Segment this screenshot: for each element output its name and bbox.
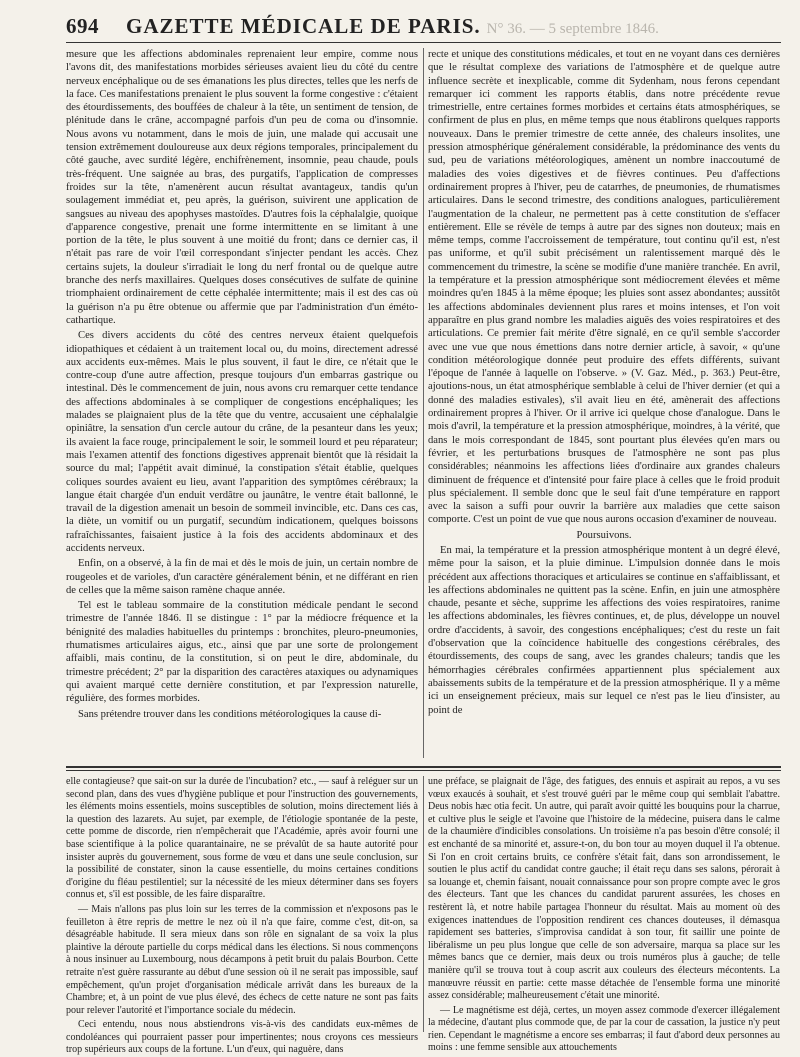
article-column-left xyxy=(66,48,418,763)
journal-title: GAZETTE MÉDICALE DE PARIS. xyxy=(126,14,481,38)
column-divider xyxy=(423,48,424,758)
article-column-right xyxy=(428,48,780,763)
paragraph: Poursuivons. xyxy=(576,529,632,541)
header-rule xyxy=(66,42,781,43)
paragraph: En mai, la température et la pression atmosphérique montent à un degré élevé, même pour la saison, et la pluie diminue. L'impulsion donnée dans le mois précédent aux affections thoraciques et articulaires se continue en s'affaiblissant, et les affections abdominales ne quittent pas la scène. Enfin, en juin une atmosphère chaude, pesante et sèche, supprime les affections des voies respiratoires, ranime les affections abdominales, les fièvres continues, et, de plus, développe un nouvel ordre d'accidents, à savoir, des congestions encéphaliques; c'est du reste un fait d'observation que la coïncidence habituelle des congestions cérébrales, des étourdissements, des coups de sang, avec les grandes chaleurs; tandis que les hémorrhagies cérébrales confirmées appartiennent plus spécialement aux abaissements subits de la température et de la pression atmosphérique. Il y a même ici un enseignement précieux, mais sur lequel ce n'est pas le lieu d'insister, au point de xyxy=(428,544,780,716)
paragraph: Sans prétendre trouver dans les conditions météorologiques la cause di- xyxy=(78,708,382,720)
paragraph: recte et unique des constitutions médicales, et tout en ne voyant dans ces dernières que le résultat complexe des variations de l'atmosphère et de quelque autre influence secrète et inexplicable, comme dit Sydenham, nous ferons cependant remarquer ici comment les rapports établis, dans notre précédente revue trimestrielle, entre certaines formes morbides et certains états atmosphériques, se confirment de plus en plus, en même temps que nous établirons quelques rapports nouveaux. Dans le premier trimestre de cette année, des chaleurs insolites, une pression atmosphérique généralement considérable, la prédominance des vents du sud, peu de variations météorologiques, amènent un nombre inaccoutumé de maladies des voies digestives et de fièvres continues. Peu d'affections ordinairement propres à l'hiver, peu de catarrhes, de pneumonies, de rhumatismes articulaires. Dans le second trimestre, des conditions analogues, particulièrement l'augmentation de la chaleur, ne permettent pas à cette constitution de s'effacer entièrement. Elle se révèle de temps à autre par des signes non douteux; mais en même temps, comme l'accroissement de température, tout continu qu'il est, n'est pas uniforme, et qu'il subit précisément un ralentissement marqué dès le commencement du trimestre, la scène se modifie d'une manière tranchée. En avril, la température et la pression atmosphérique sont médiocrement élevées et même moindres qu'en 1845 à la même époque; les pluies sont assez abondantes; aussitôt les affections abdominales deviennent plus rares et moins intenses, et l'on voit apparaître en plus grand nombre les maladies aiguës des voies respiratoires et des articulations. Ce premier fait mérite d'être signalé, en ce qu'il semble s'accorder avec une vue que nous émettions dans notre dernier article, à savoir, « qu'une condition météorologique donnée peut produire des effets différents, suivant l'époque de l'année à laquelle on l'observe. » (V. Gaz. Méd., p. 363.) Peut-être, ajoutions-nous, un état atmosphérique semblable à celui de l'hiver dernier (et qui a donné des maladies estivales), s'il avait lieu en été, amènerait des affections ordinairement propres à l'hiver. Or il arrive ici quelque chose d'analogue. Dans le mois d'avril, la température et la pression atmosphérique, moindres, à la vérité, que dans le mois correspondant de 1845, sont pourtant plus élevées qu'en mars ou février, et les perturbations brusques de l'atmosphère ne sont pas plus considérables; néanmoins les affections liées d'ordinaire aux grandes chaleurs diminuent de fréquence et d'intensité pour faire place à celles que le froid produit plus spécialement. Il semble donc que le seul fait d'une température en rapport avec la saison a suffi pour ouvrir la barrière aux maladies que cette saison comporte. C'est un point de vue que nous aurons occasion d'examiner de nouveau. xyxy=(428,49,780,526)
running-head: N° 36. — 5 septembre 1846. xyxy=(486,21,659,37)
paragraph: mesure que les affections abdominales reprenaient leur empire, comme nous l'avons dit, des manifestations morbides sérieuses avaient lieu du côté du centre nerveux encéphalique ou de ses émanations les plus directes, telles que les nerfs de la face. Ces manifestations prenaient le plus souvent la forme congestive : c'étaient des étourdissements, des bouffées de chaleur à la tête, un sentiment de tension, de plénitude dans le crâne, accompagné parfois d'un peu de coma ou d'insomnie. Nous avons vu notamment, dans le mois de juin, une malade qui accusait une tension extrêmement douloureuse aux deux régions temporales, principalement du côté gauche, avec surdité légère, enchifrènement, insomnie, peau chaude, pouls très-fréquent. Une saignée au bras, des purgatifs, l'application de compresses froides sur la tête, n'amenèrent aucun résultat avantageux, tandis qu'un soulagement immédiat et, peu après, la guérison, suivirent une application de sangsues au niveau des apophyses mastoïdes. D'autres fois la céphalalgie, quoique d'apparence congestive, prenait une forme intermittente en se limitant à une portion de la tête, le plus souvent à une moitié du front; dans ce dernier cas, il n'était pas rare de voir l'œil correspondant s'injecter pendant les accès. Chez certains sujets, la douleur s'irradiait le long du nerf frontal ou de quelque autre branche des nerfs maxillaires. Quelques doses consécutives de sulfate de quinine triomphaient ordinairement de cette céphalée intermittente; mais il est des cas où la guérison n'a pu être obtenue ou affermie que par l'administration d'un éméto-cathartique. xyxy=(66,49,418,326)
paragraph: — Mais n'allons pas plus loin sur les terres de la commission et n'exposons pas le feuilleton à être repris de mettre le nez où il n'a que faire, comme c'est, dit-on, sa désagréable habitude. Il sera mieux dans son rôle en signalant de sa voix la plus plaintive la déroute partielle du corps médical dans les élections. Si nous commençons à nous insinuer au Luxembourg, nous décampons à petit bruit du palais Bourbon. Cette retraite n'est guère rassurante au début d'une session où il ne serait pas impossible, sauf empêchement, qu'un projet d'organisation médicale arrivât dans les bureaux de la Chambre; et, à un point de vue plus élevé, des échecs de cette nature ne sont pas faits pour relever l'autorité et l'importance sociale du médecin. xyxy=(66,903,418,1016)
page-header xyxy=(66,14,776,44)
paragraph: Ces divers accidents du côté des centres nerveux étaient quelquefois idiopathiques et cédaient à un traitement local ou, du moins, directement adressé aux accidents eux-mêmes. Mais le plus souvent, il faut le dire, ce n'était que le contre-coup d'une autre affection, presque toujours d'un embarras gastrique ou intestinal. Dès le commencement de juin, nous avons cru remarquer cette tendance des affections abdominales à se compliquer de congestions encéphaliques; les malades se plaignaient plus de la tête que du ventre, accusaient une céphalalgie opiniâtre, la sensation d'un cercle autour du crâne, de la pesanteur dans les yeux; ils avaient la face rouge, principalement le soir, le sommeil lourd et peu réparateur; mais l'examen attentif des fonctions digestives apprenait bientôt que là résidait la source du mal; l'appétit avait diminué, la constipation s'était établie, quelques coliques sourdes avaient eu lieu, avant l'apparition des symptômes cérébraux; la langue était chargée d'un enduit verdâtre ou jaunâtre, le ventre était ballonné, le travail de la digestion amenait un besoin de sommeil invincible, etc. Dans ces cas, la diète, un vomitif ou un purgatif, secundùm indicationem, quelques boissons rafraîchissantes, faisaient justice à la fois des accidents abdominaux et des accidents nerveux. xyxy=(66,330,418,554)
paragraph: Ceci entendu, nous nous abstiendrons vis-à-vis des candidats eux-mêmes de condoléances qui pourraient passer pour impertinentes; nous croyons ces messieurs trop supérieurs aux coups de la fortune. L'un d'eux, qui naguère, dans xyxy=(66,1019,418,1056)
paragraph: — Le magnétisme est déjà, certes, un moyen assez commode d'exercer illégalement la médecine, d'autant plus commode que, de par la cour de cassation, la justice n'y peut rien. Cependant le magnétisme a encore ses embarras; il faut d'abord deux personnes au moins : une femme sensible aux attouchements xyxy=(428,1004,780,1054)
feuilleton-rule-thin xyxy=(66,770,781,771)
paragraph: elle contagieuse? que sait-on sur la durée de l'incubation? etc., — sauf à reléguer sur un second plan, dans des vues d'hygiène publique et pour l'instruction des gouvernements, les éléments moins essentiels, moins susceptibles de solution, moins directement liés à la question des lazarets. Au sujet, par exemple, de l'étiologie spontanée de la peste, cette pomme de discorde, rien n'empêcherait que l'Académie, après avoir fourni une base scientifique à la police quarantainaire, ne se prévalût de sa haute autorité pour insister auprès du gouvernement, sous forme de vœu et dans une seule conclusion, sur la possibilité de constater, sinon la cause essentielle, du moins certaines conditions d'origine du fléau pestilentiel; sur la nécessité de les mieux déterminer dans ses foyers connus et, s'il est possible, de les faire disparaître. xyxy=(66,776,418,901)
column-divider xyxy=(423,776,424,1032)
feuilleton-column-right xyxy=(428,776,780,1054)
feuilleton-column-left xyxy=(66,776,418,1056)
paragraph: une préface, se plaignait de l'âge, des fatigues, des ennuis et aspirait au repos, a vu ses vœux exaucés à souhait, et s'est trouvé guéri par le même coup qui semblait l'abattre. Deus nobis hæc otia fecit. Un autre, qui paraît avoir quitté les bouquins pour la charrue, et cultive plus le seigle et l'avoine que l'histoire de la médecine, puisera dans le calme de la chaumière d'indicibles consolations. Un troisième n'a pas besoin d'être consolé; il est enchanté de sa minorité et, assure-t-on, du bon tour au moyen duquel il l'a obtenue. Si l'on en croit certains bruits, ce confrère s'était fait, dans son arrondissement, le soutien le plus actif du candidat contre gauche; il était reçu dans ses salons, pérorait à sa louange et, chemin faisant, nouait connaissance pour son propre compte avec le gros des électeurs. Tant que les chances du candidat parurent assurées, les choses en restèrent là, et notre habile partagea l'honneur du résultat. Mais au moment où des exigences inattendues de l'opposition rendirent ces chances douteuses, il démasqua rapidement ses batteries, s'improvisa candidat à son tour, fit saillir une pointe de libéralisme un peu plus longue que celle de son adversaire, marqua sa place sur les mêmes bancs que ce dernier, mais deux ou trois numéros plus à gauche; de telle manière qu'il se trouva tout à coup ascrit aux couleurs des électeurs mécontents. La manœuvre réussit en partie: cette masse détachée de l'ensemble forma une minorité assez considérable; malheureusement c'était une minorité. xyxy=(428,776,780,1002)
paragraph: Tel est le tableau sommaire de la constitution médicale pendant le second trimestre de l'année 1846. Il se distingue : 1° par la médiocre fréquence et la bénignité des maladies habituelles du printemps : bronchites, pleuro-pneumonies, rhumatismes articulaires aigus, etc., ainsi que par une sorte de prolongement affaibli, mais continu, de la constitution, si on peut le dire, abdominale, du trimestre précédent; 2° par la disparition des caractères ataxiques ou adynamiques qui avaient marqué cette dernière constitution, et par l'expression naturelle, régulière, des formes morbides. xyxy=(66,600,418,705)
paragraph: Enfin, on a observé, à la fin de mai et dès le mois de juin, un certain nombre de rougeoles et de varioles, d'un caractère généralement bénin, et ne différant en rien de celles que la même saison ramène chaque année. xyxy=(66,558,418,596)
feuilleton-rule xyxy=(66,766,781,768)
page-number: 694 xyxy=(66,14,99,38)
